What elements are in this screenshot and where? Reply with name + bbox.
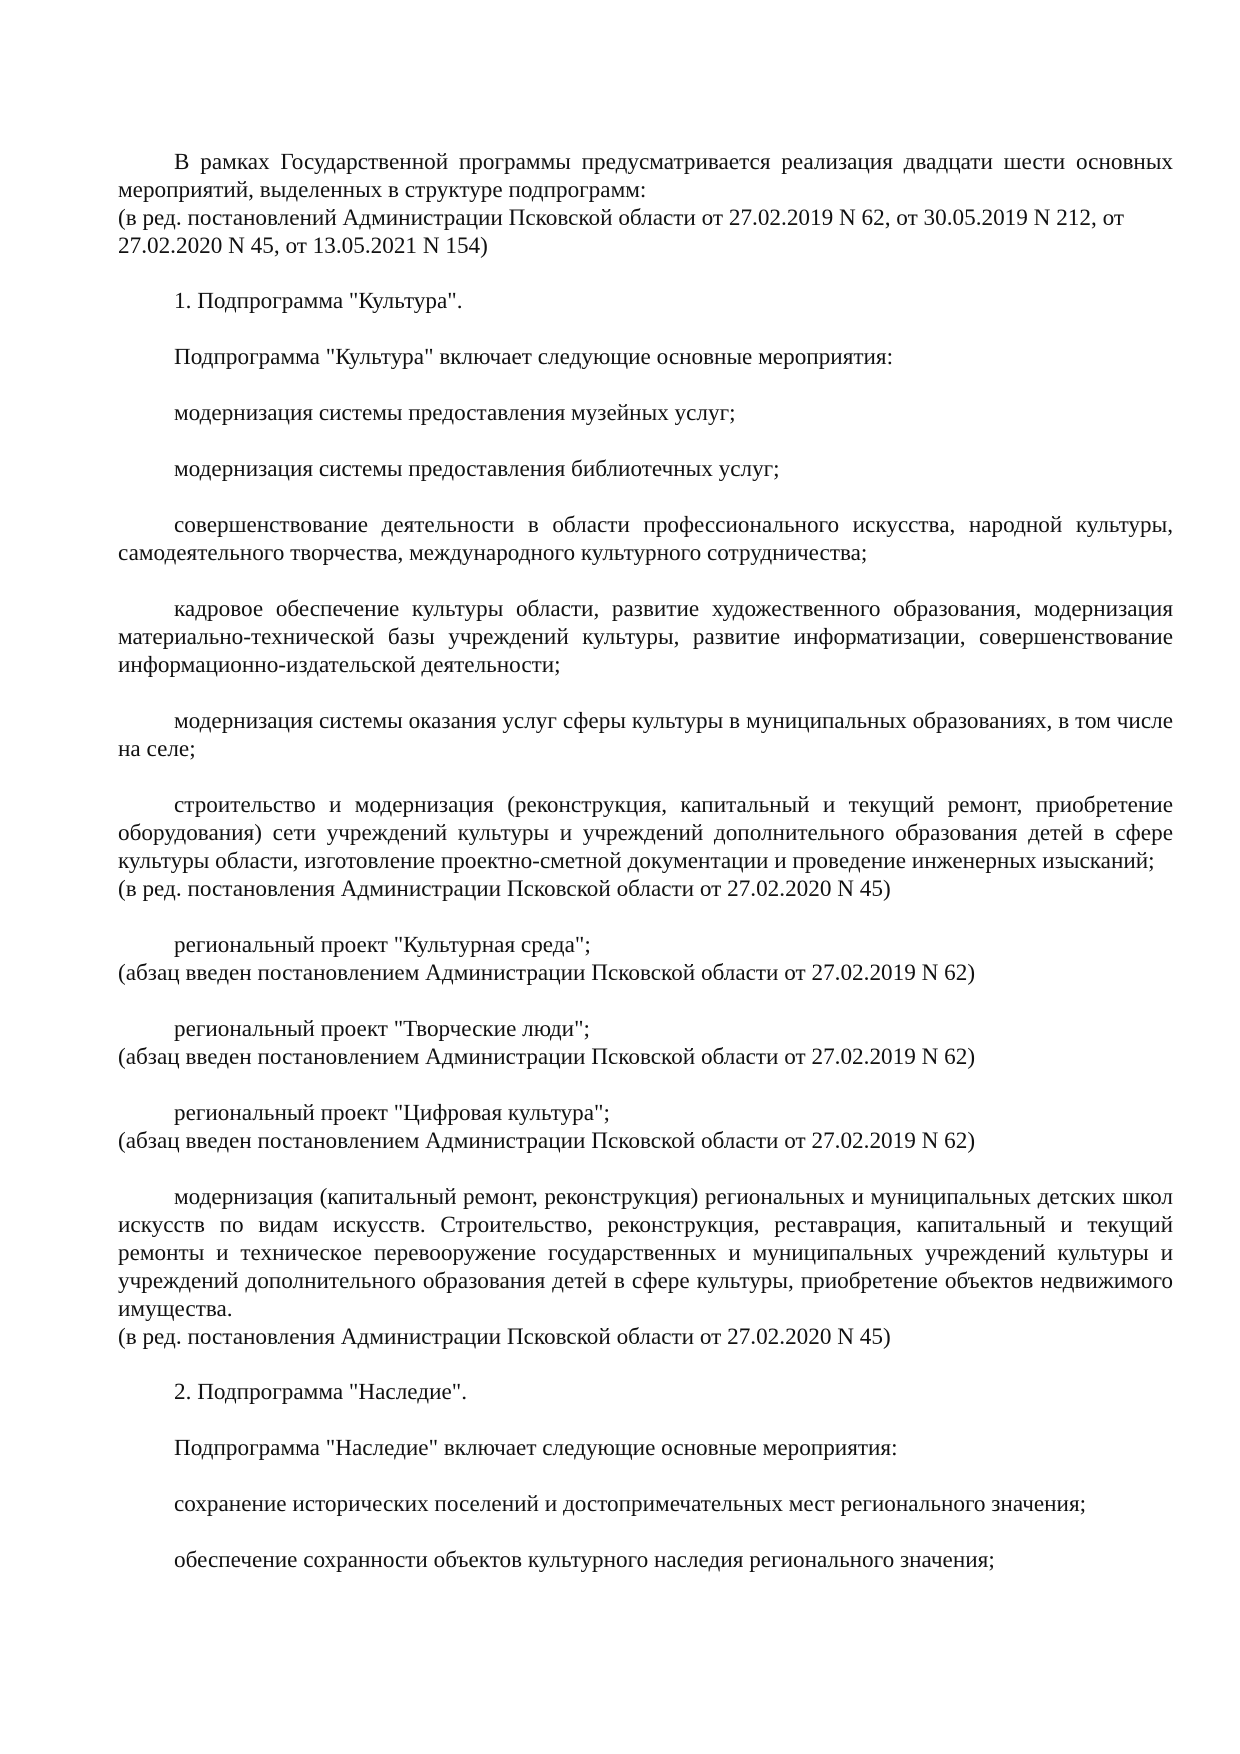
- heritage-intro-paragraph: Подпрограмма "Наследие" включает следующие основные мероприятия:: [174, 1435, 898, 1461]
- list-item: сохранение исторических поселений и достопримечательных мест регионального значения;: [174, 1491, 1087, 1517]
- list-item: модернизация (капитальный ремонт, реконструкция) региональных и муниципальных детских школ искусств по видам искусств. Строительство, реконструкция, реставрация, капитальный и текущий ремонты и техническое перевооружение государственных и муниципальных учреждений культуры и учреждений дополнительного образования детей в сфере культуры, приобретение объектов недвижимого имущества.: [118, 1184, 1173, 1322]
- amendment-note: (в ред. постановления Администрации Псковской области от 27.02.2020 N 45): [118, 876, 891, 902]
- list-item: кадровое обеспечение культуры области, развитие художественного образования, модернизация материально-технической базы учреждений культуры, развитие информатизации, совершенствование информационно-издательской деятельности;: [118, 596, 1173, 678]
- amendment-note: (абзац введен постановлением Администрации Псковской области от 27.02.2019 N 62): [118, 960, 976, 986]
- amendment-note: (абзац введен постановлением Администрации Псковской области от 27.02.2019 N 62): [118, 1044, 976, 1070]
- section-heading-culture: 1. Подпрограмма "Культура".: [174, 288, 463, 314]
- list-item: модернизация системы предоставления библиотечных услуг;: [174, 456, 780, 482]
- amendment-note: (в ред. постановлений Администрации Псковской области от 27.02.2019 N 62, от 30.05.2019 N 212, от 27.02.2020 N 45, от 13.05.2021 N 154): [118, 205, 1125, 259]
- section-heading-heritage: 2. Подпрограмма "Наследие".: [174, 1379, 468, 1405]
- list-item: модернизация системы оказания услуг сферы культуры в муниципальных образованиях, в том числе на селе;: [118, 708, 1173, 762]
- list-item: совершенствование деятельности в области профессионального искусства, народной культуры, самодеятельного творчества, международного культурного сотрудничества;: [118, 512, 1173, 566]
- list-item: обеспечение сохранности объектов культурного наследия регионального значения;: [174, 1547, 995, 1573]
- culture-intro-paragraph: Подпрограмма "Культура" включает следующие основные мероприятия:: [174, 344, 894, 370]
- list-item: строительство и модернизация (реконструкция, капитальный и текущий ремонт, приобретение оборудования) сети учреждений культуры и учреждений дополнительного образования детей в сфере культуры области, изготовление проектно-сметной документации и проведение инженерных изысканий;: [118, 792, 1173, 874]
- amendment-note: (абзац введен постановлением Администрации Псковской области от 27.02.2019 N 62): [118, 1128, 976, 1154]
- intro-paragraph: В рамках Государственной программы предусматривается реализация двадцати шести основных мероприятий, выделенных в структуре подпрограмм:: [118, 149, 1173, 203]
- document-body: [118, 148, 1173, 1574]
- list-item: региональный проект "Культурная среда";: [174, 932, 591, 958]
- list-item: региональный проект "Цифровая культура";: [174, 1100, 610, 1126]
- list-item: региональный проект "Творческие люди";: [174, 1016, 590, 1042]
- amendment-note: (в ред. постановления Администрации Псковской области от 27.02.2020 N 45): [118, 1324, 891, 1350]
- list-item: модернизация системы предоставления музейных услуг;: [174, 400, 736, 426]
